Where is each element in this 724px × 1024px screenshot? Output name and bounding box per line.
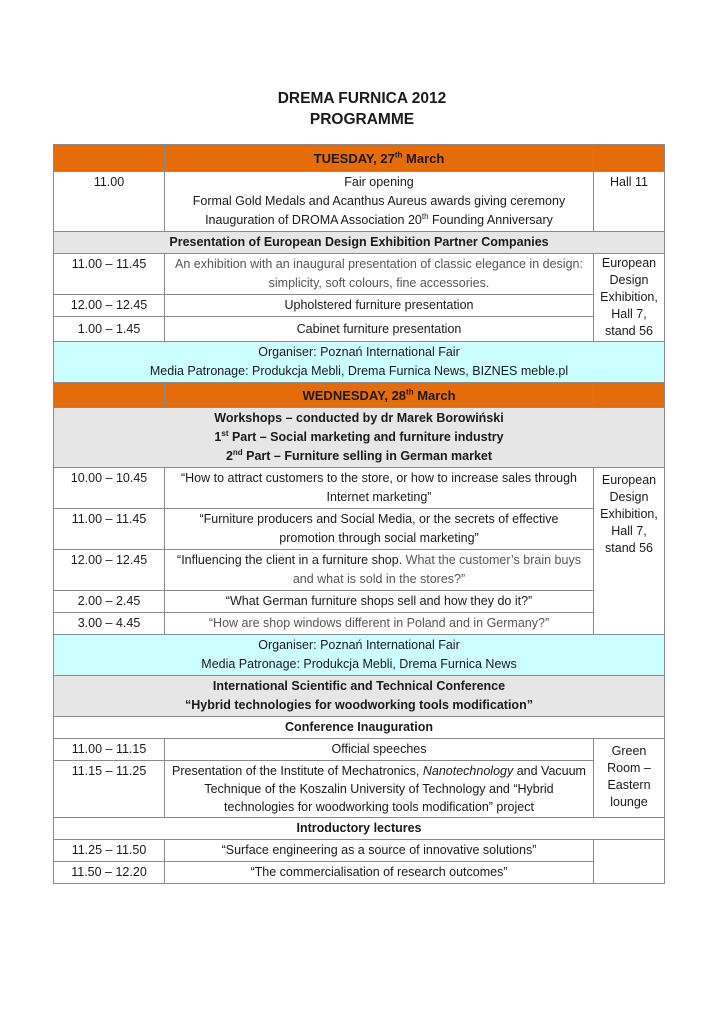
table-row: 2.00 – 2.45 “What German furniture shops sell and how they do it?”	[54, 591, 665, 613]
section-title: Introductory lectures	[54, 818, 665, 840]
fair-opening-row	[54, 172, 665, 232]
organiser-text: Organiser: Poznań International Fair	[258, 345, 460, 359]
table-row: 11.00 – 11.15 Official speeches Green Room – Eastern lounge	[54, 739, 665, 761]
location-cell: European Design Exhibition, Hall 7, stand 56	[594, 468, 665, 635]
media-patronage-text: Media Patronage: Produkcja Mebli, Drema Furnica News, BIZNES meble.pl	[149, 364, 569, 378]
location-cell: Hall 11	[594, 172, 665, 232]
section-header-row	[54, 232, 665, 254]
table-row: 1.00 – 1.45 Cabinet furniture presentation	[54, 317, 665, 342]
organiser-text: Organiser: Poznań International Fair	[258, 638, 460, 652]
title-line-2: PROGRAMME	[309, 111, 415, 128]
location-cell: European Design Exhibition, Hall 7, stand 56	[594, 254, 665, 342]
programme-table	[53, 144, 665, 884]
table-row: 11.25 – 11.50 “Surface engineering as a source of innovative solutions”	[54, 840, 665, 862]
time-cell: 11.00	[54, 172, 165, 232]
table-row: 11.15 – 11.25 Presentation of the Institute of Mechatronics, Nanotechnology and Vacuum Technique of the Koszalin University of Technology and “Hybrid technologies for woodworking tools modification” project	[54, 761, 665, 818]
table-row: 11.50 – 12.20 “The commercialisation of research outcomes”	[54, 862, 665, 884]
wednesday-heading: WEDNESDAY, 28th March	[165, 383, 594, 408]
table-row: 12.00 – 12.45 “Influencing the client in a furniture shop. What the customer’s brain buys and what is sold in the stores?”	[54, 550, 665, 591]
table-row: 11.00 – 11.45 “Furniture producers and Social Media, or the secrets of effective promotion through social marketing”	[54, 509, 665, 550]
table-row: 11.00 – 11.45 An exhibition with an inaugural presentation of classic elegance in design: simplicity, soft colours, fine accessories. European Design Exhibition, Hall 7, stand 56	[54, 254, 665, 295]
tuesday-heading: TUESDAY, 27th March	[165, 145, 594, 172]
organiser-row	[54, 342, 665, 383]
page-title	[0, 88, 724, 130]
media-patronage-text: Media Patronage: Produkcja Mebli, Drema Furnica News	[201, 657, 517, 671]
section-title: Presentation of European Design Exhibition Partner Companies	[54, 232, 665, 254]
organiser-row	[54, 635, 665, 676]
table-row: 3.00 – 4.45 “How are shop windows different in Poland and in Germany?”	[54, 613, 665, 635]
conference-header-row: International Scientific and Technical Conference “Hybrid technologies for woodworking tools modification”	[54, 676, 665, 717]
tuesday-header-row	[54, 145, 665, 172]
location-cell: Green Room – Eastern lounge	[594, 739, 665, 818]
title-line-1: DREMA FURNICA 2012	[277, 90, 447, 107]
wednesday-header-row	[54, 383, 665, 408]
intro-row	[54, 818, 665, 840]
inauguration-row	[54, 717, 665, 739]
section-title: Conference Inauguration	[54, 717, 665, 739]
workshops-header-row: Workshops – conducted by dr Marek Borowiński 1st Part – Social marketing and furniture industry 2nd Part – Furniture selling in German market	[54, 408, 665, 468]
table-row: 10.00 – 10.45 “How to attract customers to the store, or how to increase sales through Internet marketing” European Design Exhibition, Hall 7, stand 56	[54, 468, 665, 509]
description-cell: Fair opening Formal Gold Medals and Acanthus Aureus awards giving ceremony Inauguration of DROMA Association 20th Founding Anniversary	[165, 172, 594, 232]
table-row: 12.00 – 12.45 Upholstered furniture presentation	[54, 295, 665, 317]
